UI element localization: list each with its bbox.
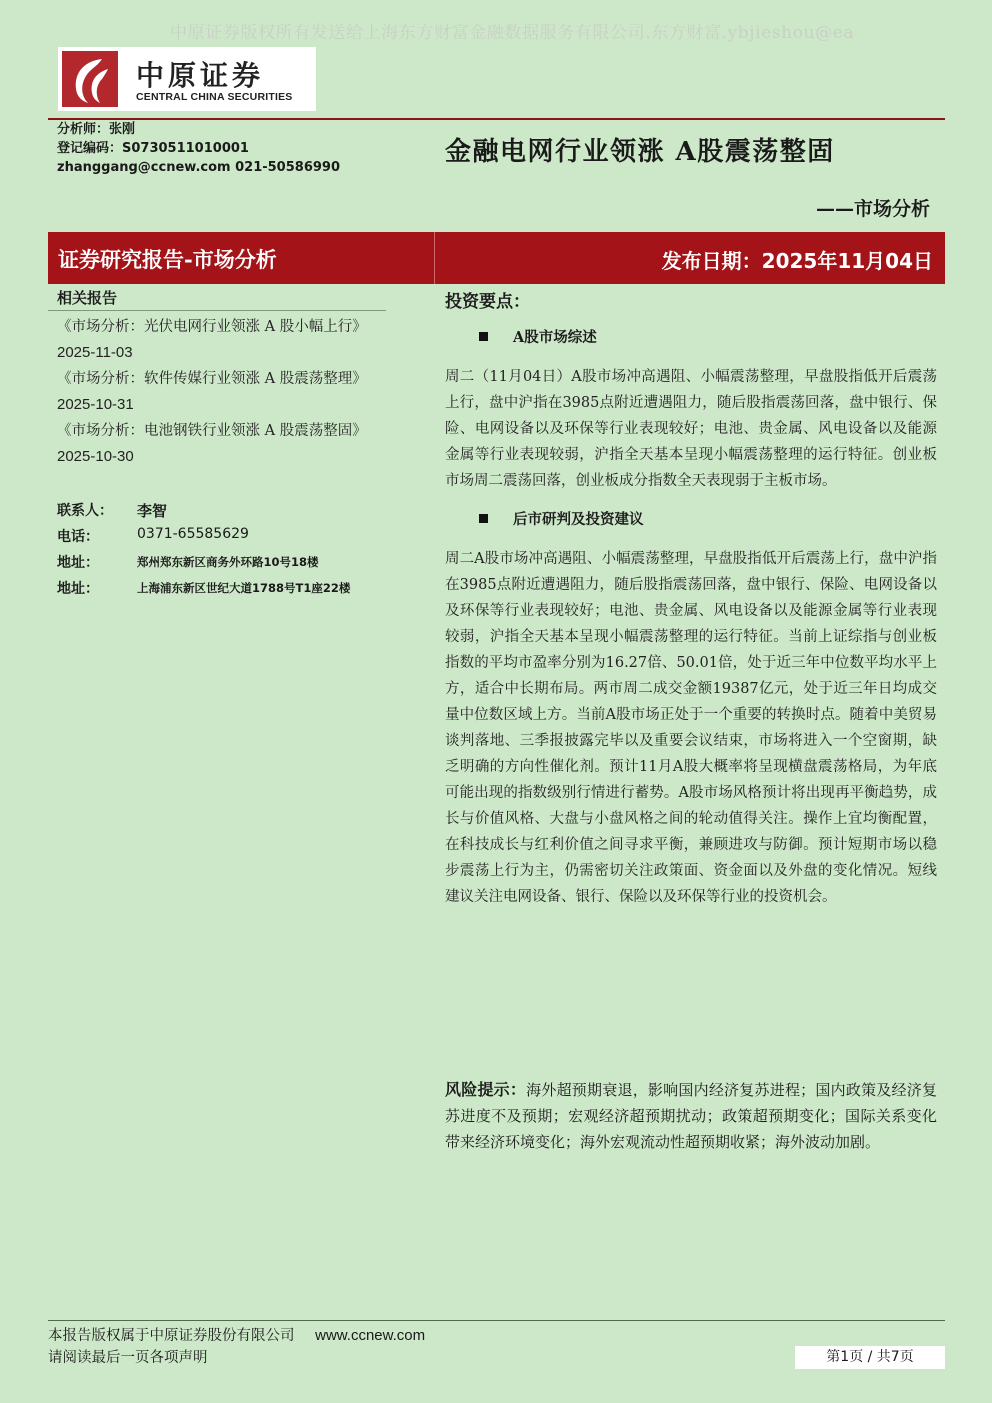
footer-copyright: 本报告版权属于中原证券股份有限公司 [48, 1328, 295, 1344]
analyst-info [57, 120, 340, 177]
report-banner [48, 232, 945, 284]
related-report-item[interactable] [57, 314, 387, 366]
report-subtitle: ——市场分析 [815, 198, 930, 220]
related-report-date: 2025-10-30 [57, 448, 134, 465]
analyst-name: 分析师：张刚 [57, 122, 136, 137]
contact-label: 地址： [57, 581, 99, 597]
report-type: 证券研究报告-市场分析 [58, 247, 277, 272]
logo-en-text: CENTRAL CHINA SECURITIES [136, 91, 293, 103]
analyst-contact: zhanggang@ccnew.com 021-50586990 [57, 160, 340, 175]
contact-info [57, 500, 387, 604]
risk-label: 风险提示： [445, 1080, 527, 1099]
investment-highlights [445, 287, 937, 924]
contact-person-row [57, 500, 387, 526]
contact-value: 李智 [137, 502, 168, 520]
related-report-date: 2025-10-31 [57, 396, 134, 413]
bullet-square-icon [479, 514, 488, 523]
analyst-registration: 登记编码：S0730511010001 [57, 141, 249, 156]
contact-value: 郑州郑东新区商务外环路10号18楼 [137, 555, 319, 569]
section-heading [479, 508, 937, 534]
contact-label: 电话： [57, 529, 99, 545]
contact-value: 0371-65585629 [137, 526, 249, 542]
footer-rule [48, 1320, 945, 1321]
related-report-title: 《市场分析：软件传媒行业领涨 A 股震荡整理》 [57, 371, 367, 387]
related-report-title: 《市场分析：电池钢铁行业领涨 A 股震荡整固》 [57, 423, 367, 439]
related-report-title: 《市场分析：光伏电网行业领涨 A 股小幅上行》 [57, 319, 367, 335]
contact-label: 联系人： [57, 503, 113, 519]
contact-phone-row [57, 526, 387, 552]
related-report-item[interactable] [57, 418, 387, 470]
section-title: 后市研判及投资建议 [513, 511, 644, 528]
footer-disclaimer: 请阅读最后一页各项声明 [48, 1350, 208, 1366]
contact-address-row [57, 552, 387, 578]
related-report-item[interactable] [57, 366, 387, 418]
contact-address-row [57, 578, 387, 604]
page-indicator: 第1页 / 共7页 [795, 1346, 945, 1369]
highlights-heading: 投资要点： [445, 292, 530, 312]
company-logo [58, 47, 316, 111]
related-reports-heading: 相关报告 [57, 289, 118, 307]
section-body: 周二A股市场冲高遇阻、小幅震荡整理，早盘股指低开后震荡上行，盘中沪指在3985点附近遭遇阻力，随后股指震荡回落，盘中银行、保险、电网设备以及环保等行业表现较好；电池、贵金属、风电设备以及能源金属等行业表现较弱，沪指全天基本呈现小幅震荡整理的运行特征。当前上证综指与创业板指数的平均市盈率分别为16.27倍、50.01倍，处于近三年中位数平均水平上方，适合中长期布局。两市周二成交金额19387亿元，处于近三年日均成交量中位数区域上方。当前A股市场正处于一个重要的转换时点。随着中美贸易谈判落地、三季报披露完毕以及重要会议结束，市场将进入一个空窗期，缺乏明确的方向性催化剂。预计11月A股大概率将呈现横盘震荡格局，为年底可能出现的指数级别行情进行蓄势。A股市场风格预计将出现再平衡趋势，成长与价值风格、大盘与小盘风格之间的轮动值得关注。操作上宜均衡配置，在科技成长与红利价值之间寻求平衡，兼顾进攻与防御。预计短期市场以稳步震荡上行为主，仍需密切关注政策面、资金面以及外盘的变化情况。短线建议关注电网设备、银行、保险以及环保等行业的投资机会。 [445, 551, 937, 905]
contact-value: 上海浦东新区世纪大道1788号T1座22楼 [137, 581, 351, 595]
report-title: 金融电网行业领涨 A股震荡整固 [445, 137, 835, 167]
contact-label: 地址： [57, 555, 99, 571]
banner-divider [434, 232, 435, 284]
bullet-square-icon [479, 332, 488, 341]
footer-url-link[interactable]: www.ccnew.com [315, 1327, 426, 1344]
section-body: 周二（11月04日）A股市场冲高遇阻、小幅震荡整理，早盘股指低开后震荡上行，盘中沪指在3985点附近遭遇阻力，随后股指震荡回落，盘中银行、保险、电网设备以及环保等行业表现较好；电池、贵金属、风电设备以及能源金属等行业表现较弱，沪指全天基本呈现小幅震荡整理的运行特征。创业板市场周二震荡回落，创业板成分指数全天表现弱于主板市场。 [445, 369, 937, 489]
section-heading [479, 326, 937, 352]
watermark: 中原证券版权所有发送给上海东方财富金融数据服务有限公司.东方财富.ybjieshou@ea [170, 23, 855, 43]
footer [48, 1325, 425, 1369]
risk-text: 海外超预期衰退，影响国内经济复苏进程；国内政策及经济复苏进度不及预期；宏观经济超预期扰动；政策超预期变化；国际关系变化带来经济环境变化；海外宏观流动性超预期收紧；海外波动加剧。 [445, 1081, 937, 1151]
related-report-date: 2025-11-03 [57, 344, 133, 361]
related-reports [57, 287, 387, 470]
logo-cn-text: 中原证券 [136, 59, 265, 92]
publish-date: 发布日期：2025年11月04日 [661, 249, 933, 273]
section-title: A股市场综述 [513, 329, 597, 346]
central-china-securities-logo-icon [62, 51, 118, 107]
risk-warning [445, 1077, 937, 1155]
